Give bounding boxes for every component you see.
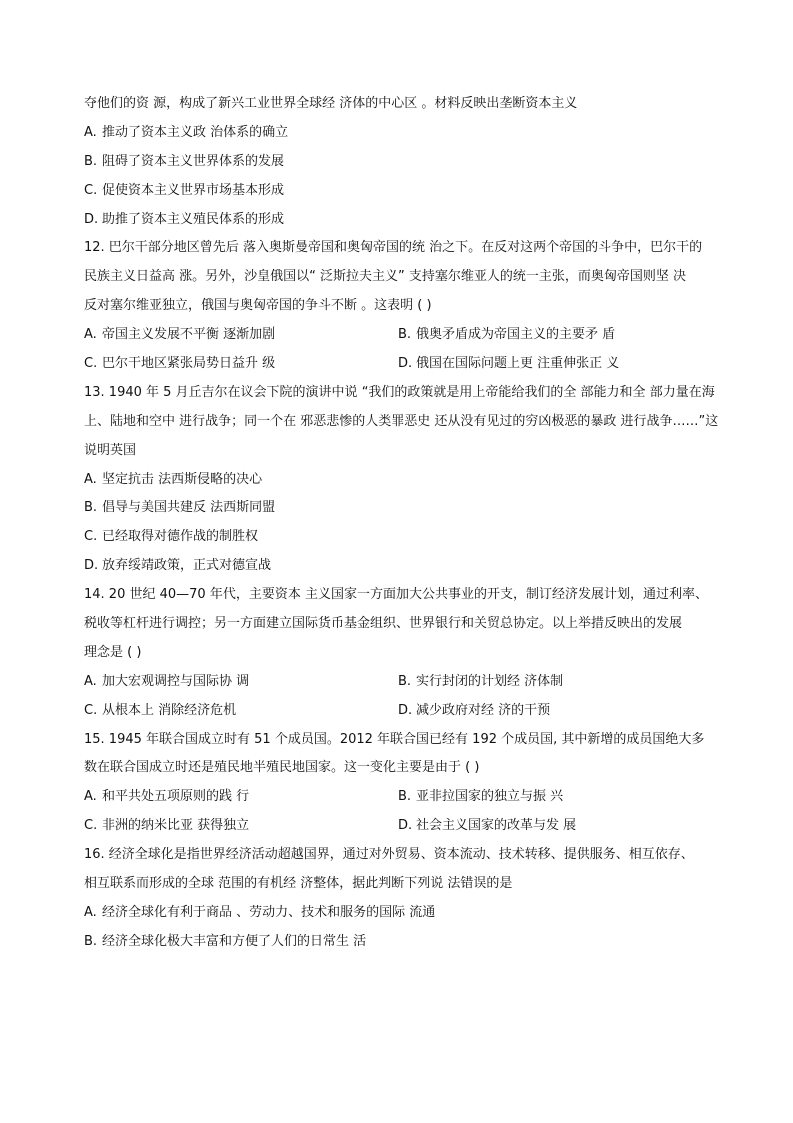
option-c: C. 已经取得对德作战的制胜权 bbox=[84, 529, 259, 545]
question-list bbox=[84, 90, 724, 957]
option-c: C. 巴尔干地区紧张局势日益升 级 bbox=[84, 356, 276, 372]
option-row bbox=[84, 783, 724, 812]
option-row bbox=[84, 350, 724, 379]
option-d: D. 俄国在国际问题上更 注重伸张正 义 bbox=[398, 356, 620, 372]
option-row bbox=[84, 697, 724, 726]
option-a: A. 坚定抗击 法西斯侵略的决心 bbox=[84, 471, 263, 487]
option-a: A. 加大宏观调控与国际协 调 bbox=[84, 673, 250, 689]
option-c: C. 从根本上 消除经济危机 bbox=[84, 702, 237, 718]
option-a: A. 和平共处五项原则的践 行 bbox=[84, 789, 250, 805]
option-a: A. 帝国主义发展不平衡 逐渐加剧 bbox=[84, 327, 276, 343]
option-c: C. 非洲的纳米比亚 获得独立 bbox=[84, 818, 250, 834]
question-13 bbox=[84, 379, 724, 581]
question-stem-line: 民族主义日益高 涨。另外，沙皇俄国以“ 泛斯拉夫主义” 支持塞尔维亚人的统一主张，而奥匈帝国则坚 决 bbox=[84, 269, 686, 285]
option-d: D. 放弃绥靖政策，正式对德宣战 bbox=[84, 558, 272, 574]
question-stem-line: 15. 1945 年联合国成立时有 51 个成员国。2012 年联合国已经有 192 个成员国, 其中新增的成员国绝大多 bbox=[84, 731, 705, 747]
option-row bbox=[84, 812, 724, 841]
question-stem-line: 相互联系而形成的全球 范围的有机经 济整体，据此判断下列说 法错误的是 bbox=[84, 876, 513, 892]
question-stem-line: 数在联合国成立时还是殖民地半殖民地国家。这一变化主要是由于 ( ) bbox=[84, 760, 480, 776]
question-stem-line: 理念是 ( ) bbox=[84, 644, 142, 660]
question-14 bbox=[84, 581, 724, 725]
option-d: D. 助推了资本主义殖民体系的形成 bbox=[84, 211, 285, 227]
question-stem-line: 税收等杠杆进行调控；另一方面建立国际货币基金组织、世界银行和关贸总协定。以上举措反映出的发展 bbox=[84, 616, 683, 632]
question-12 bbox=[84, 234, 724, 378]
question-stem-line: 说明英国 bbox=[84, 442, 137, 458]
question-stem-line: 16. 经济全球化是指世界经济活动超越国界，通过对外贸易、资本流动、技术转移、提供服务、相互依存、 bbox=[84, 847, 694, 863]
question-11 bbox=[84, 90, 724, 234]
question-stem-line: 夺他们的资 源，构成了新兴工业世界全球经 济体的中心区 。材料反映出垄断资本主义 bbox=[84, 96, 578, 111]
option-row bbox=[84, 321, 724, 350]
option-b: B. 经济全球化极大丰富和方便了人们的日常生 活 bbox=[84, 933, 367, 949]
option-c: C. 促使资本主义世界市场基本形成 bbox=[84, 182, 285, 198]
question-16 bbox=[84, 841, 724, 957]
question-stem-line: 12. 巴尔干部分地区曾先后 落入奥斯曼帝国和奥匈帝国的统 治之下。在反对这两个帝国的斗争中，巴尔干的 bbox=[84, 240, 703, 256]
question-stem-line: 反对塞尔维亚独立，俄国与奥匈帝国的争斗不断 。这表明 ( ) bbox=[84, 298, 432, 314]
question-15 bbox=[84, 726, 724, 842]
question-stem-line: 上、陆地和空中 进行战争；同一个在 邪恶悲惨的人类罪恶史 还从没有见过的穷凶极恶的暴政 进行战争……”这 bbox=[84, 413, 719, 429]
question-stem-line: 13. 1940 年 5 月丘吉尔在议会下院的演讲中说 “我们的政策就是用上帝能给我们的全 部能力和全 部力量在海 bbox=[84, 384, 715, 400]
question-stem-line: 14. 20 世纪 40—70 年代，主要资本 主义国家一方面加大公共事业的开支，制订经济发展计划，通过利率、 bbox=[84, 587, 708, 603]
option-b: B. 俄奥矛盾成为帝国主义的主要矛 盾 bbox=[398, 327, 616, 343]
option-d: D. 减少政府对经 济的干预 bbox=[398, 702, 551, 718]
option-b: B. 实行封闭的计划经 济体制 bbox=[398, 673, 564, 689]
option-b: B. 阻碍了资本主义世界体系的发展 bbox=[84, 153, 285, 169]
option-d: D. 社会主义国家的改革与发 展 bbox=[398, 818, 577, 834]
option-a: A. 推动了资本主义政 治体系的确立 bbox=[84, 124, 289, 140]
option-b: B. 倡导与美国共建反 法西斯同盟 bbox=[84, 500, 276, 516]
option-a: A. 经济全球化有利于商品 、劳动力、技术和服务的国际 流通 bbox=[84, 904, 436, 920]
option-b: B. 亚非拉国家的独立与振 兴 bbox=[398, 789, 564, 805]
option-row bbox=[84, 668, 724, 697]
